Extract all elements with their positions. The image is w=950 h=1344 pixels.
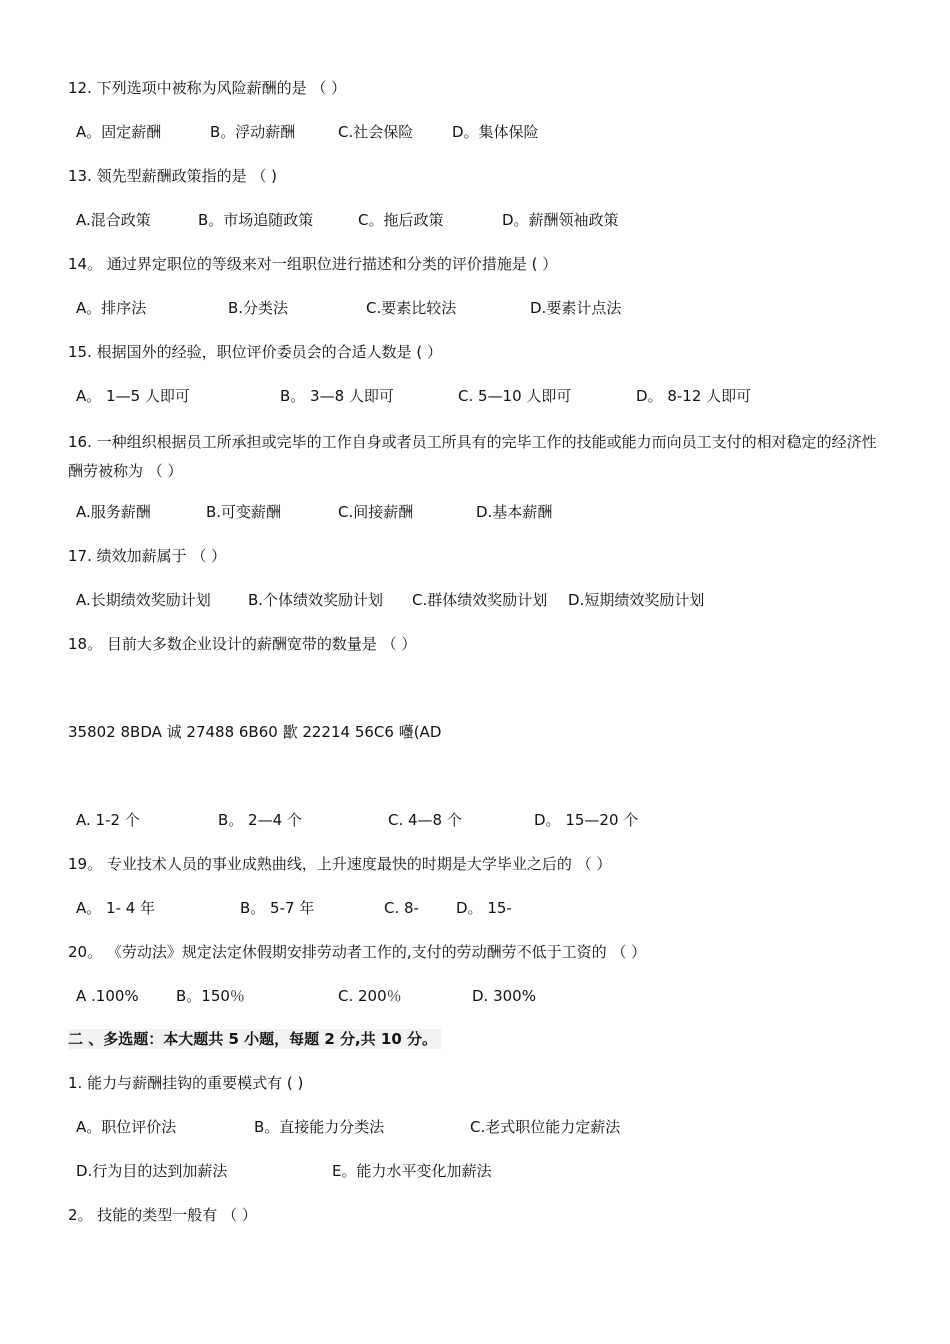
m1-option-e: E。能力水平变化加薪法 xyxy=(332,1162,492,1180)
q17-option-a: A.长期绩效奖励计划 xyxy=(76,591,211,609)
q16-option-d: D.基本薪酬 xyxy=(476,503,553,521)
q18-option-b: B。 2—4 个 xyxy=(218,811,302,829)
question-16: 16. 一种组织根据员工所承担或完毕的工作自身或者员工所具有的完毕工作的技能或能力而向员工支付的相对稳定的经济性酬劳被称为 （ ） xyxy=(68,433,877,480)
q20-option-b: B。150％ xyxy=(176,987,245,1005)
q13-option-a: A.混合政策 xyxy=(76,211,151,229)
multi-question-2: 2。 技能的类型一般有 （ ） xyxy=(68,1206,257,1224)
q19-option-c: C. 8- xyxy=(384,899,419,917)
q13-option-b: B。市场追随政策 xyxy=(198,211,314,229)
q15-option-c: C. 5—10 人即可 xyxy=(458,387,572,405)
q14-option-a: A。排序法 xyxy=(76,299,147,317)
m1-option-b: B。直接能力分类法 xyxy=(254,1118,385,1136)
q14-option-b: B.分类法 xyxy=(228,299,289,317)
q20-option-d: D. 300% xyxy=(472,987,536,1005)
q19-option-d: D。 15- xyxy=(456,899,512,917)
m1-option-d: D.行为目的达到加薪法 xyxy=(76,1162,228,1180)
q12-option-a: A。固定薪酬 xyxy=(76,123,162,141)
q20-option-c: C. 200％ xyxy=(338,987,402,1005)
q14-option-c: C.要素比较法 xyxy=(366,299,457,317)
q13-option-c: C。拖后政策 xyxy=(358,211,444,229)
m1-option-c: C.老式职位能力定薪法 xyxy=(470,1118,621,1136)
m1-option-a: A。职位评价法 xyxy=(76,1118,177,1136)
q20-option-a: A .100% xyxy=(76,987,139,1005)
section-2-heading: 二 、多选题：本大题共 5 小题，每题 2 分,共 10 分。 xyxy=(68,1029,441,1049)
question-17: 17. 绩效加薪属于 （ ） xyxy=(68,547,227,565)
q18-option-a: A. 1-2 个 xyxy=(76,811,140,829)
multi-question-1: 1. 能力与薪酬挂钩的重要模式有 ( ) xyxy=(68,1074,304,1092)
question-18: 18。 目前大多数企业设计的薪酬宽带的数量是 （ ） xyxy=(68,635,417,653)
q18-option-d: D。 15—20 个 xyxy=(534,811,639,829)
q12-option-b: B。浮动薪酬 xyxy=(210,123,296,141)
q15-option-d: D。 8-12 人即可 xyxy=(636,387,752,405)
q18-option-c: C. 4—8 个 xyxy=(388,811,462,829)
q15-option-b: B。 3—8 人即可 xyxy=(280,387,394,405)
q12-option-d: D。集体保险 xyxy=(452,123,539,141)
q16-option-b: B.可变薪酬 xyxy=(206,503,282,521)
encoded-noise-text: 35802 8BDA 诚 27488 6B60 歠 22214 56C6 囆(AD xyxy=(68,723,442,741)
q17-option-c: C.群体绩效奖励计划 xyxy=(412,591,548,609)
q19-option-b: B。 5-7 年 xyxy=(240,899,315,917)
question-14: 14。 通过界定职位的等级来对一组职位进行描述和分类的评价措施是 ( ） xyxy=(68,255,558,273)
question-13: 13. 领先型薪酬政策指的是 （ ) xyxy=(68,167,278,185)
q16-option-c: C.间接薪酬 xyxy=(338,503,414,521)
question-12: 12. 下列选项中被称为风险薪酬的是 （ ） xyxy=(68,79,347,97)
q17-option-d: D.短期绩效奖励计划 xyxy=(568,591,705,609)
question-20: 20。 《劳动法》规定法定休假期安排劳动者工作的,支付的劳动酬劳不低于工资的 （ ） xyxy=(68,943,647,961)
q19-option-a: A。 1- 4 年 xyxy=(76,899,156,917)
q13-option-d: D。薪酬领袖政策 xyxy=(502,211,619,229)
question-19: 19。 专业技术人员的事业成熟曲线，上升速度最快的时期是大学毕业之后的 （ ） xyxy=(68,855,612,873)
question-15: 15. 根据国外的经验，职位评价委员会的合适人数是 ( ） xyxy=(68,343,443,361)
q16-option-a: A.服务薪酬 xyxy=(76,503,151,521)
q17-option-b: B.个体绩效奖励计划 xyxy=(248,591,384,609)
q14-option-d: D.要素计点法 xyxy=(530,299,622,317)
q12-option-c: C.社会保险 xyxy=(338,123,414,141)
q15-option-a: A。 1—5 人即可 xyxy=(76,387,190,405)
